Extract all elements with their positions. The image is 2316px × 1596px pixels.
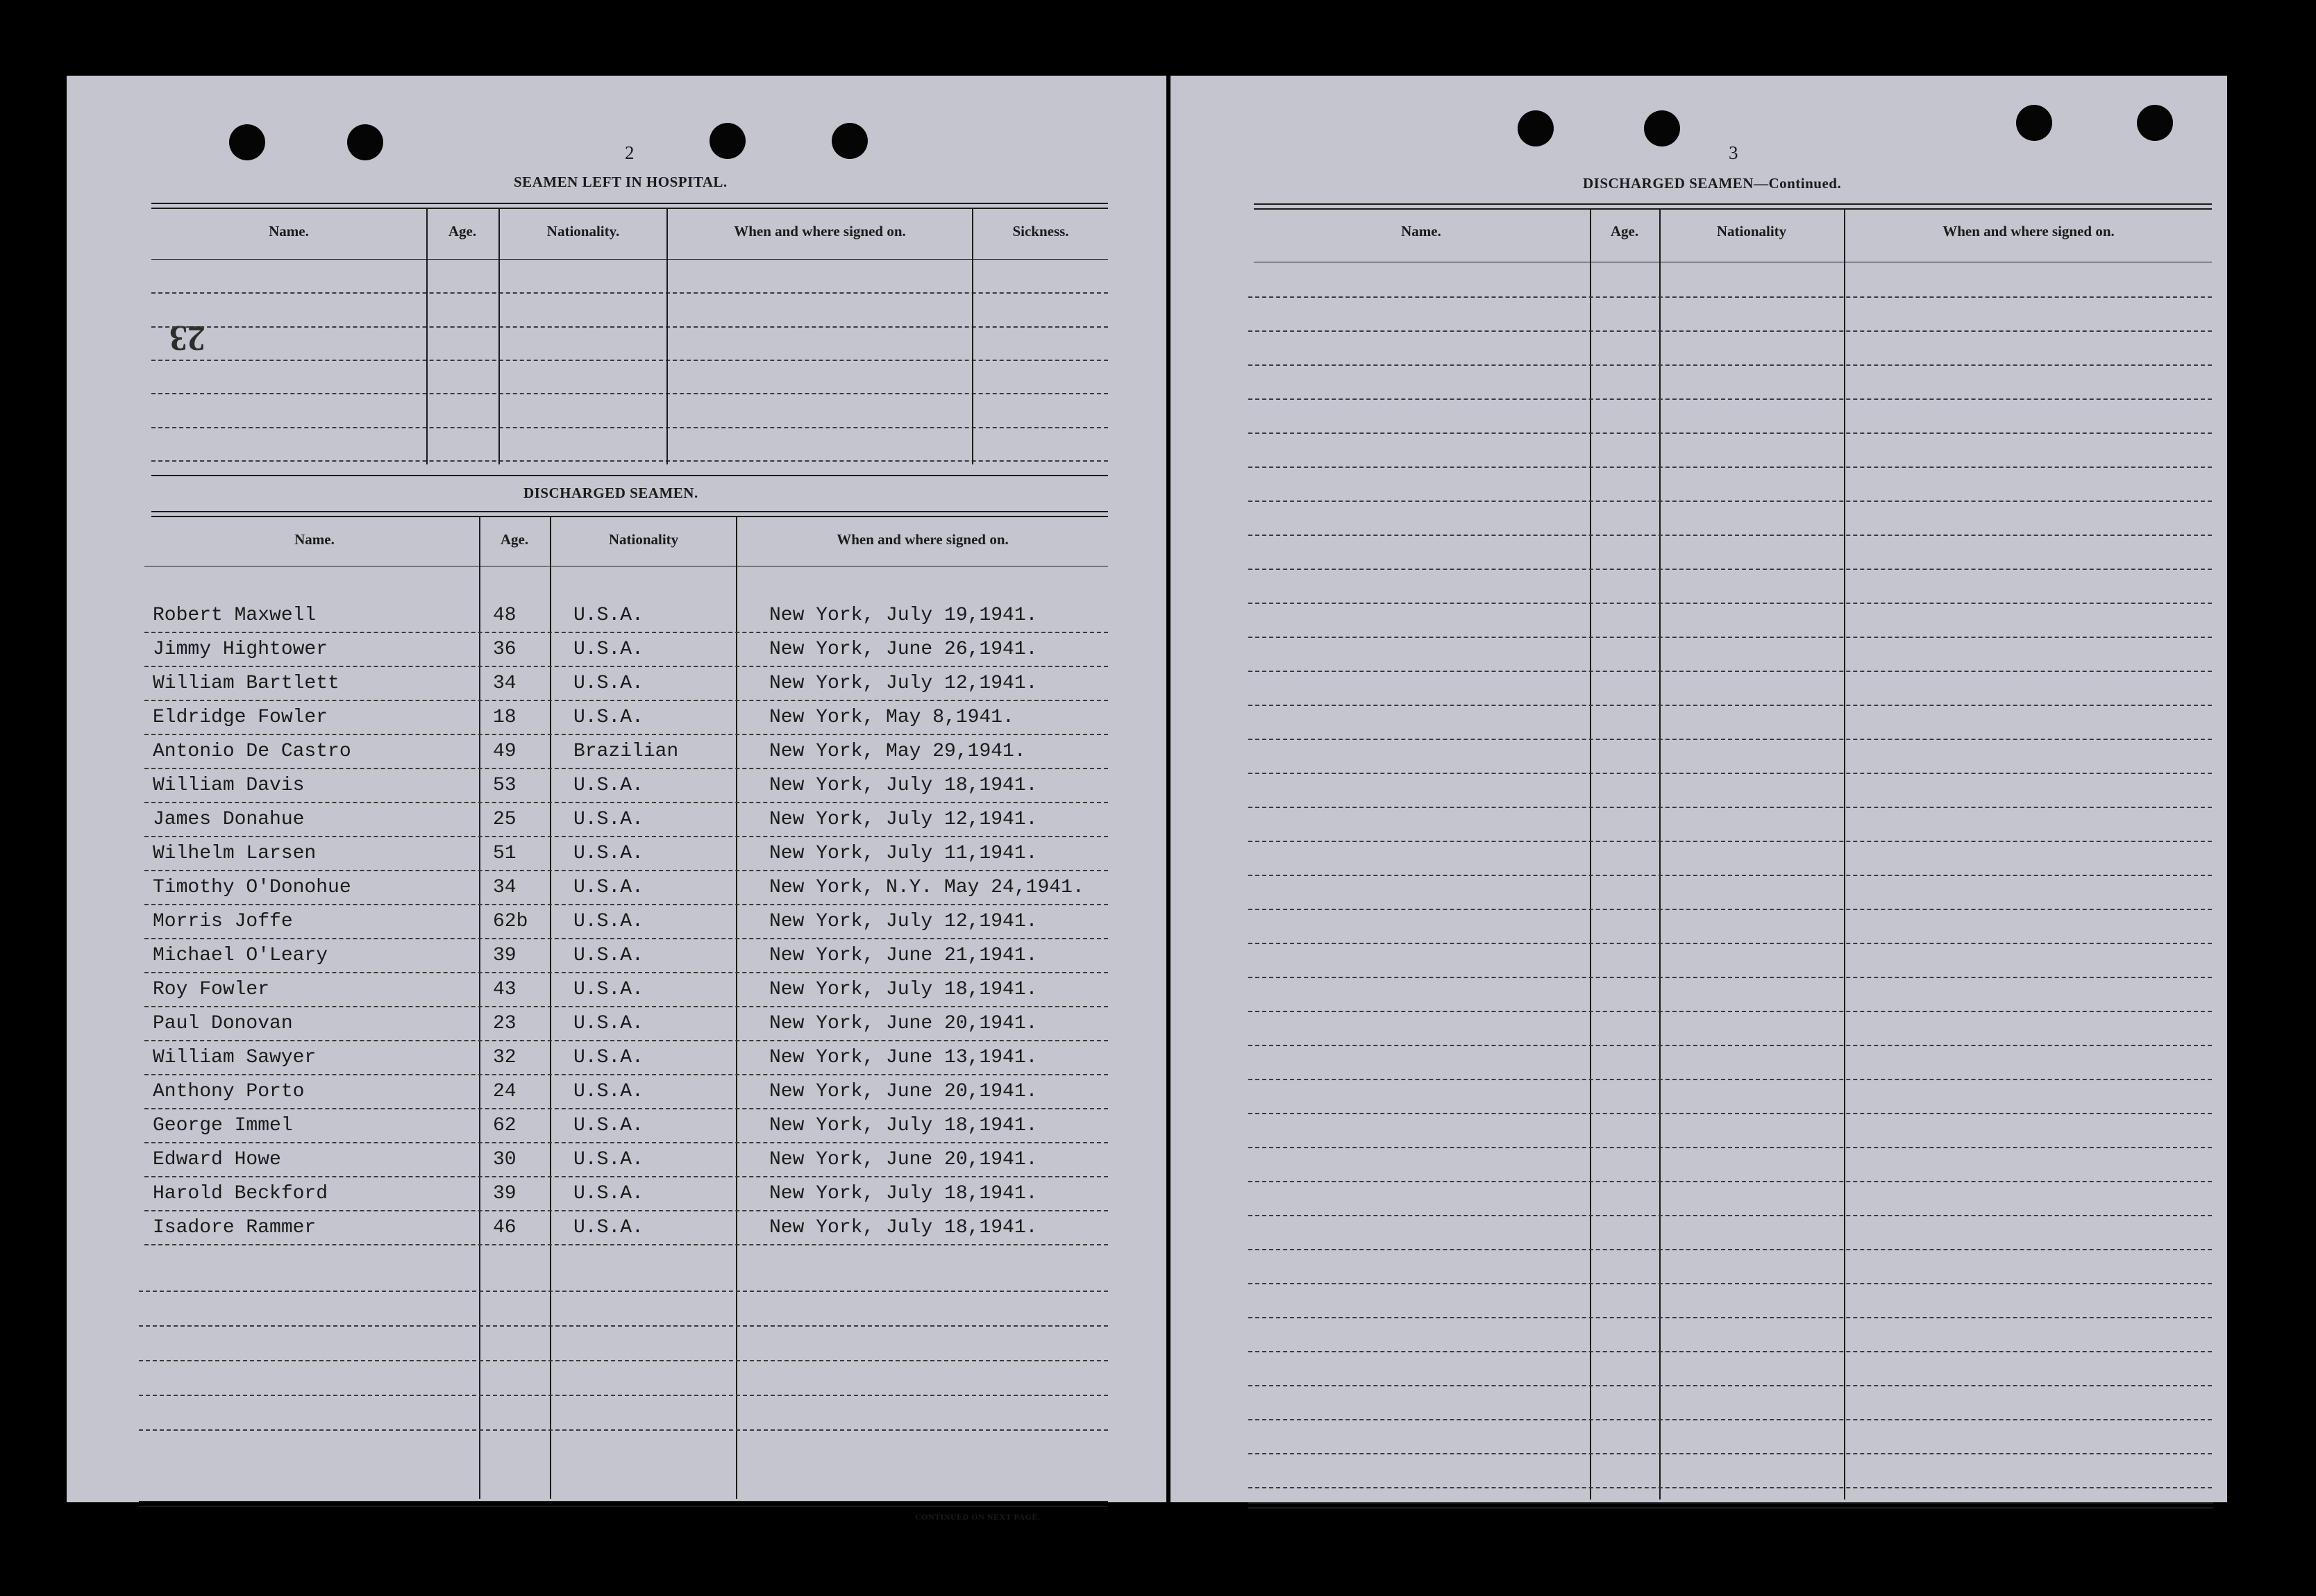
right-header-signed-on: When and where signed on.	[1942, 223, 2115, 240]
seaman-nationality: U.S.A.	[573, 979, 644, 1000]
seaman-age: 39	[493, 945, 517, 966]
seaman-signed-on: New York, July 18,1941.	[769, 1217, 1038, 1238]
hospital-header-signed-on: When and where signed on.	[734, 223, 906, 240]
right-header-name: Name.	[1401, 223, 1441, 240]
seaman-age: 49	[493, 741, 517, 762]
seaman-nationality: U.S.A.	[573, 639, 644, 660]
punch-hole	[229, 124, 265, 160]
seaman-name: Harold Beckford	[153, 1183, 328, 1204]
discharged-header-name: Name.	[294, 531, 335, 548]
row-rule	[144, 802, 1108, 803]
seaman-age: 25	[493, 809, 517, 830]
continued-section-title: DISCHARGED SEAMEN—Continued.	[1583, 175, 1842, 192]
seaman-signed-on: New York, July 19,1941.	[769, 605, 1038, 626]
empty-row-rule	[1248, 637, 2212, 638]
hospital-header-age: Age.	[448, 223, 477, 240]
empty-row-rule	[1248, 1487, 2212, 1488]
row-rule	[144, 768, 1108, 769]
continued-note: CONTINUED ON NEXT PAGE.	[915, 1512, 1041, 1522]
discharged-header-age: Age.	[500, 531, 529, 548]
seaman-name: Timothy O'Donohue	[153, 877, 351, 898]
left-page	[67, 76, 1166, 1522]
hospital-section-title: SEAMEN LEFT IN HOSPITAL.	[514, 174, 728, 190]
seaman-name: Robert Maxwell	[153, 605, 317, 626]
seaman-age: 32	[493, 1047, 517, 1068]
empty-row-rule	[1248, 841, 2212, 842]
seaman-age: 43	[493, 979, 517, 1000]
seaman-signed-on: New York, June 21,1941.	[769, 945, 1038, 966]
seaman-age: 51	[493, 843, 517, 864]
row-rule	[144, 1244, 1108, 1245]
seaman-age: 53	[493, 775, 517, 796]
hospital-header-nationality: Nationality.	[546, 223, 620, 240]
empty-row-rule	[1248, 569, 2212, 570]
seaman-age: 34	[493, 673, 517, 694]
empty-row-rule	[1248, 875, 2212, 876]
empty-row-rule	[1248, 1385, 2212, 1386]
seaman-signed-on: New York, May 29,1941.	[769, 741, 1026, 762]
empty-row-rule	[1248, 1181, 2212, 1182]
seaman-nationality: Brazilian	[573, 741, 679, 762]
seaman-name: Edward Howe	[153, 1149, 281, 1170]
row-rule	[144, 734, 1108, 735]
row-rule	[144, 972, 1108, 973]
seaman-nationality: U.S.A.	[573, 1183, 644, 1204]
seaman-name: Michael O'Leary	[153, 945, 328, 966]
seaman-age: 62	[493, 1115, 517, 1136]
hospital-header-sickness: Sickness.	[1012, 223, 1069, 240]
row-rule	[144, 836, 1108, 837]
empty-row-rule	[1248, 467, 2212, 468]
seaman-age: 18	[493, 707, 517, 728]
seaman-nationality: U.S.A.	[573, 1047, 644, 1068]
right-page	[1170, 76, 2227, 1502]
empty-row-rule	[1248, 807, 2212, 808]
seaman-signed-on: New York, June 20,1941.	[769, 1149, 1038, 1170]
seaman-name: Wilhelm Larsen	[153, 843, 317, 864]
empty-row-rule	[1248, 535, 2212, 536]
empty-row-rule	[1248, 501, 2212, 502]
seaman-signed-on: New York, N.Y. May 24,1941.	[769, 877, 1084, 898]
seaman-name: Isadore Rammer	[153, 1217, 317, 1238]
seaman-nationality: U.S.A.	[573, 673, 644, 694]
seaman-age: 36	[493, 639, 517, 660]
page-number: 3	[1729, 142, 1738, 163]
seaman-signed-on: New York, July 12,1941.	[769, 673, 1038, 694]
seaman-name: Antonio De Castro	[153, 741, 351, 762]
empty-row-rule	[1248, 1419, 2212, 1420]
seaman-signed-on: New York, May 8,1941.	[769, 707, 1014, 728]
row-rule	[144, 1176, 1108, 1177]
seaman-signed-on: New York, July 12,1941.	[769, 911, 1038, 932]
punch-hole	[2016, 105, 2052, 141]
seaman-age: 24	[493, 1081, 517, 1102]
seaman-nationality: U.S.A.	[573, 809, 644, 830]
empty-row-rule	[1248, 909, 2212, 910]
seaman-signed-on: New York, July 18,1941.	[769, 775, 1038, 796]
seaman-signed-on: New York, June 26,1941.	[769, 639, 1038, 660]
seaman-nationality: U.S.A.	[573, 1115, 644, 1136]
page-number: 2	[625, 142, 635, 163]
punch-hole	[2137, 105, 2173, 141]
seaman-name: Eldridge Fowler	[153, 707, 328, 728]
empty-row-rule	[1248, 773, 2212, 774]
seaman-name: Anthony Porto	[153, 1081, 305, 1102]
seaman-signed-on: New York, June 20,1941.	[769, 1013, 1038, 1034]
empty-row-rule	[1248, 1147, 2212, 1148]
row-rule	[144, 632, 1108, 633]
discharged-section-title: DISCHARGED SEAMEN.	[523, 485, 698, 501]
empty-row-rule	[1248, 398, 2212, 400]
seaman-nationality: U.S.A.	[573, 877, 644, 898]
punch-hole	[832, 123, 868, 159]
empty-row-rule	[1248, 364, 2212, 366]
row-rule	[144, 904, 1108, 905]
empty-row-rule	[1248, 739, 2212, 740]
row-rule	[144, 1006, 1108, 1007]
seaman-signed-on: New York, July 18,1941.	[769, 1183, 1038, 1204]
seaman-name: Paul Donovan	[153, 1013, 293, 1034]
empty-row-rule	[1248, 296, 2212, 298]
seaman-nationality: U.S.A.	[573, 843, 644, 864]
empty-row-rule	[1248, 1079, 2212, 1080]
seaman-age: 23	[493, 1013, 517, 1034]
seaman-name: James Donahue	[153, 809, 305, 830]
seaman-age: 46	[493, 1217, 517, 1238]
row-rule	[144, 1142, 1108, 1143]
punch-hole	[1644, 110, 1680, 146]
stamp-number: 23	[169, 318, 205, 358]
empty-row-rule	[1248, 1351, 2212, 1352]
seaman-nationality: U.S.A.	[573, 775, 644, 796]
seaman-name: Morris Joffe	[153, 911, 293, 932]
row-rule	[144, 666, 1108, 667]
row-rule	[144, 700, 1108, 701]
seaman-signed-on: New York, July 11,1941.	[769, 843, 1038, 864]
discharged-header-nationality: Nationality	[608, 531, 679, 548]
empty-row-rule	[1248, 1453, 2212, 1454]
right-header-age: Age.	[1610, 223, 1639, 240]
seaman-name: Jimmy Hightower	[153, 639, 328, 660]
seaman-nationality: U.S.A.	[573, 1081, 644, 1102]
row-rule	[144, 1074, 1108, 1075]
seaman-age: 62b	[493, 911, 528, 932]
seaman-name: William Sawyer	[153, 1047, 317, 1068]
empty-row-rule	[1248, 1249, 2212, 1250]
empty-row-rule	[1248, 1113, 2212, 1114]
empty-row-rule	[1248, 705, 2212, 706]
empty-row-rule	[1248, 330, 2212, 332]
seaman-nationality: U.S.A.	[573, 945, 644, 966]
empty-row-rule	[1248, 977, 2212, 978]
seaman-nationality: U.S.A.	[573, 911, 644, 932]
empty-row-rule	[1248, 1283, 2212, 1284]
row-rule	[144, 870, 1108, 871]
row-rule	[144, 1108, 1108, 1109]
empty-row-rule	[1248, 603, 2212, 604]
seaman-nationality: U.S.A.	[573, 1217, 644, 1238]
seaman-age: 39	[493, 1183, 517, 1204]
seaman-nationality: U.S.A.	[573, 1013, 644, 1034]
seaman-nationality: U.S.A.	[573, 707, 644, 728]
seaman-name: Roy Fowler	[153, 979, 270, 1000]
seaman-name: William Davis	[153, 775, 305, 796]
seaman-age: 30	[493, 1149, 517, 1170]
seaman-signed-on: New York, June 13,1941.	[769, 1047, 1038, 1068]
seaman-signed-on: New York, July 18,1941.	[769, 1115, 1038, 1136]
seaman-nationality: U.S.A.	[573, 605, 644, 626]
empty-row-rule	[1248, 432, 2212, 434]
empty-row-rule	[1248, 1011, 2212, 1012]
punch-hole	[1518, 110, 1554, 146]
seaman-signed-on: New York, July 12,1941.	[769, 809, 1038, 830]
empty-row-rule	[139, 1291, 1108, 1292]
right-header-nationality: Nationality	[1716, 223, 1787, 240]
empty-row-rule	[1248, 1215, 2212, 1216]
seaman-name: George Immel	[153, 1115, 293, 1136]
empty-row-rule	[139, 1360, 1108, 1361]
row-rule	[144, 1040, 1108, 1041]
empty-row-rule	[1248, 1317, 2212, 1318]
punch-hole	[347, 124, 383, 160]
empty-row-rule	[139, 1429, 1108, 1431]
row-rule	[144, 938, 1108, 939]
empty-row-rule	[1248, 671, 2212, 672]
seaman-nationality: U.S.A.	[573, 1149, 644, 1170]
empty-row-rule	[1248, 1045, 2212, 1046]
empty-row-rule	[139, 1325, 1108, 1327]
seaman-age: 48	[493, 605, 517, 626]
hospital-header-name: Name.	[269, 223, 309, 240]
discharged-header-signed-on: When and where signed on.	[837, 531, 1009, 548]
empty-row-rule	[1248, 943, 2212, 944]
seaman-signed-on: New York, July 18,1941.	[769, 979, 1038, 1000]
punch-hole	[710, 123, 746, 159]
empty-row-rule	[139, 1395, 1108, 1396]
seaman-age: 34	[493, 877, 517, 898]
seaman-name: William Bartlett	[153, 673, 339, 694]
seaman-signed-on: New York, June 20,1941.	[769, 1081, 1038, 1102]
row-rule	[144, 1210, 1108, 1211]
